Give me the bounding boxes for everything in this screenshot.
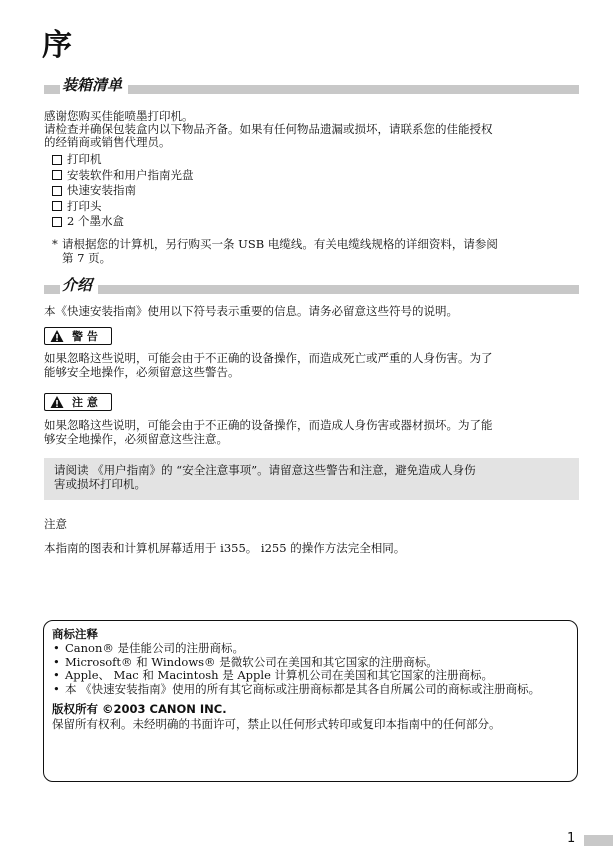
- footnote-line: 第 7 页。: [62, 250, 112, 265]
- footnote-mark: *: [52, 237, 58, 251]
- list-item: 2 个墨水盒: [52, 214, 352, 230]
- notice-title: 注意: [44, 517, 67, 531]
- package-items-list: [52, 152, 352, 230]
- section-heading-intro: [44, 276, 579, 295]
- usb-footnote: [52, 238, 590, 265]
- caution-label-box: [44, 393, 112, 411]
- safety-note-line: 害或损坏打印机。: [54, 476, 146, 491]
- checkbox-icon: [52, 170, 62, 180]
- list-item: 安装软件和用户指南光盘: [52, 168, 352, 184]
- page-number: 1: [567, 831, 576, 846]
- section-title: 介绍: [60, 276, 98, 294]
- warning-text: 如果忽略这些说明，可能会由于不正确的设备操作，而造成死亡或严重的人身伤害。为了: [44, 351, 493, 365]
- page-number-bar: [584, 835, 613, 846]
- footnote-line: 请根据您的计算机，另行购买一条 USB 电缆线。有关电缆线规格的详细资料，请参阅: [62, 237, 498, 251]
- check-text: 请检查并确保包装盒内以下物品齐备。如果有任何物品遗漏或损坏，请联系您的佳能授权: [44, 122, 493, 136]
- caution-text: 如果忽略这些说明，可能会由于不正确的设备操作，而造成人身伤害或器材损坏。为了能: [44, 418, 493, 432]
- heading-bar: [44, 285, 579, 294]
- safety-note-line: 请阅读 《用户指南》的 “安全注意事项”。请留意这些警告和注意，避免造成人身伤: [54, 463, 476, 477]
- list-item: 快速安装指南: [52, 183, 352, 199]
- checkbox-icon: [52, 155, 62, 165]
- checkbox-icon: [52, 217, 62, 227]
- safety-note-box: [44, 458, 579, 500]
- list-item: • Canon® 是佳能公司的注册商标。: [52, 642, 569, 656]
- checkbox-icon: [52, 186, 62, 196]
- notice-text: 本指南的图表和计算机屏幕适用于 i355。 i255 的操作方法完全相同。: [44, 541, 406, 555]
- warning-text-cont: 能够安全地操作，必须留意这些警告。: [44, 365, 240, 379]
- copyright-heading: 版权所有 ©2003 CANON INC.: [52, 702, 227, 716]
- trademark-list: [52, 642, 569, 696]
- list-item: • Microsoft® 和 Windows® 是微软公司在美国和其它国家的注册商标。: [52, 656, 569, 670]
- rights-text: 保留所有权利。未经明确的书面许可，禁止以任何形式转印或复印本指南中的任何部分。: [52, 717, 501, 731]
- intro-text: 本《快速安装指南》使用以下符号表示重要的信息。请务必留意这些符号的说明。: [44, 304, 458, 318]
- list-item: 打印头: [52, 199, 352, 215]
- list-item: • Apple、 Mac 和 Macintosh 是 Apple 计算机公司在美国和其它国家的注册商标。: [52, 669, 569, 683]
- check-text-cont: 的经销商或销售代理员。: [44, 135, 171, 149]
- trademark-heading: 商标注释: [52, 627, 98, 641]
- list-item: • 本 《快速安装指南》使用的所有其它商标或注册商标都是其各自所属公司的商标或注册商标。: [52, 683, 569, 697]
- section-title: 装箱清单: [60, 76, 128, 94]
- caution-triangle-icon: [50, 395, 64, 409]
- section-heading-packing: [44, 76, 579, 95]
- caution-text-cont: 够安全地操作，必须留意这些注意。: [44, 432, 228, 446]
- list-item: 打印机: [52, 152, 352, 168]
- page-title: 序: [42, 28, 72, 63]
- warning-label: 警 告: [72, 330, 98, 343]
- caution-label: 注 意: [72, 396, 98, 409]
- trademark-box: [43, 620, 578, 782]
- warning-label-box: [44, 327, 112, 345]
- checkbox-icon: [52, 201, 62, 211]
- thanks-text: 感谢您购买佳能喷墨打印机。: [44, 109, 194, 123]
- warning-triangle-icon: [50, 329, 64, 343]
